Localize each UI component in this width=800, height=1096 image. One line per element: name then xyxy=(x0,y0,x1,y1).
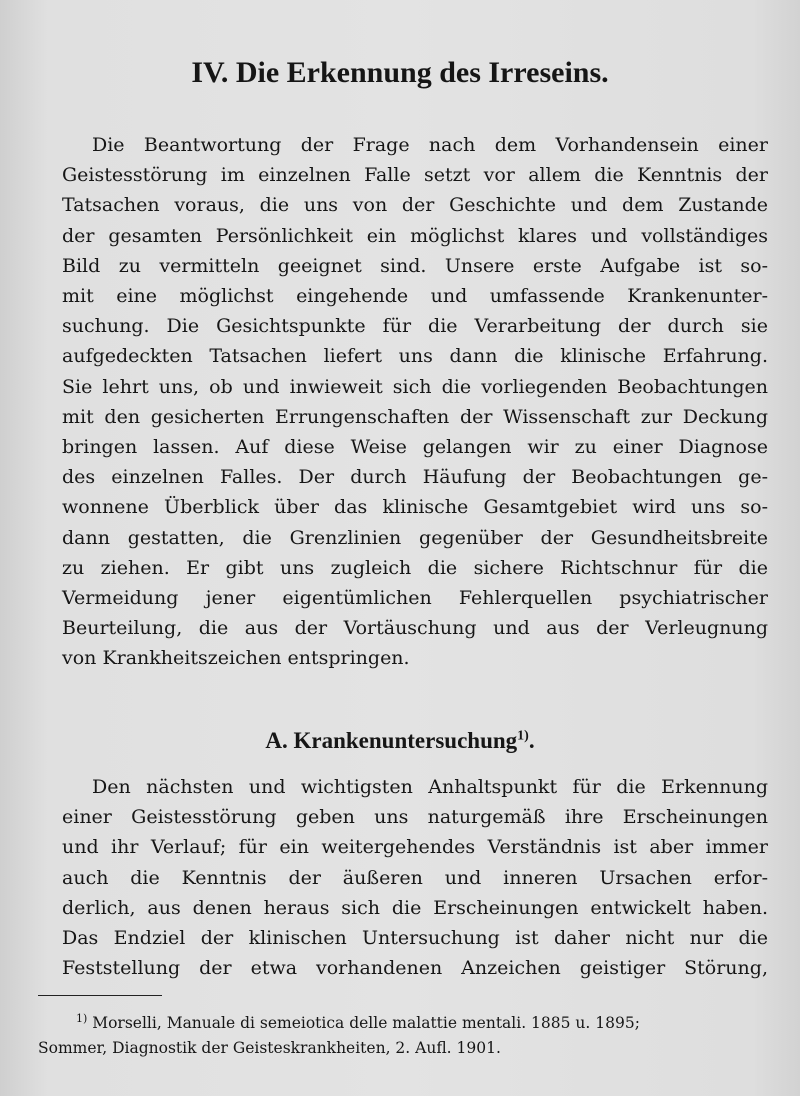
text-line: Bild zu vermitteln geeignet sind. Unsere erste Aufgabe ist so- xyxy=(62,254,768,277)
section-heading-text: A. Krankenuntersuchung xyxy=(265,728,518,753)
text-line: aufgedeckten Tatsachen liefert uns dann die klinische Erfahrung. xyxy=(62,345,768,368)
text-line: mit eine möglichst eingehende und umfassende Krankenunter- xyxy=(62,285,768,308)
text-line: und ihr Verlauf; für ein weitergehendes Verständnis ist aber immer xyxy=(62,836,768,859)
footnote xyxy=(38,1006,768,1061)
text-line: Vermeidung jener eigentümlichen Fehlerquellen psychiatrischer xyxy=(62,587,768,610)
text-line: wonnene Überblick über das klinische Gesamtgebiet wird uns so- xyxy=(62,496,768,519)
text-line: bringen lassen. Auf diese Weise gelangen wir zu einer Diagnose xyxy=(62,436,768,459)
text-line: derlich, aus denen heraus sich die Erscheinungen entwickelt haben. xyxy=(62,896,768,919)
footnote-line: Sommer, Diagnostik der Geisteskrankheiten, 2. Aufl. 1901. xyxy=(38,1039,501,1058)
footnote-line xyxy=(38,1006,768,1036)
footnote-text: Morselli, Manuale di semeiotica delle malattie mentali. 1885 u. 1895; xyxy=(92,1014,640,1033)
section-heading xyxy=(0,728,800,754)
section-heading-period: . xyxy=(528,728,535,753)
text-line: einer Geistesstörung geben uns naturgemäß ihre Erscheinungen xyxy=(62,806,768,829)
paragraph-examination xyxy=(62,772,768,983)
text-line: Das Endziel der klinischen Untersuchung ist daher nicht nur die xyxy=(62,927,768,950)
text-line: auch die Kenntnis der äußeren und inneren Ursachen erfor- xyxy=(62,866,768,889)
text-line: Tatsachen voraus, die uns von der Geschichte und dem Zustande xyxy=(62,194,768,217)
text-line: Geistesstörung im einzelnen Falle setzt vor allem die Kenntnis der xyxy=(62,164,768,187)
text-line: Den nächsten und wichtigsten Anhaltspunkt für die Erkennung xyxy=(92,776,768,798)
footnote-reference: 1) xyxy=(517,728,529,744)
text-line: Beurteilung, die aus der Vortäuschung und aus der Verleugnung xyxy=(62,617,768,640)
text-line: Feststellung der etwa vorhandenen Anzeichen geistiger Störung, xyxy=(62,957,768,980)
paragraph-intro xyxy=(62,130,768,674)
text-line: mit den gesicherten Errungenschaften der Wissenschaft zur Deckung xyxy=(62,405,768,428)
text-line: zu ziehen. Er gibt uns zugleich die sichere Richtschnur für die xyxy=(62,556,768,579)
footnote-mark: 1) xyxy=(76,1012,88,1025)
text-line: von Krankheitszeichen entspringen. xyxy=(62,647,410,670)
footnote-divider xyxy=(38,995,162,996)
text-line: Die Beantwortung der Frage nach dem Vorhandensein einer xyxy=(92,134,768,156)
text-line: dann gestatten, die Grenzlinien gegenüber der Gesundheitsbreite xyxy=(62,526,768,549)
text-line: des einzelnen Falles. Der durch Häufung der Beobachtungen ge- xyxy=(62,466,768,489)
text-line: der gesamten Persönlichkeit ein möglichst klares und vollständiges xyxy=(62,224,768,247)
text-line: suchung. Die Gesichtspunkte für die Verarbeitung der durch sie xyxy=(62,315,768,338)
chapter-title: IV. Die Erkennung des Irreseins. xyxy=(191,56,609,89)
text-line: Sie lehrt uns, ob und inwieweit sich die vorliegenden Beobachtungen xyxy=(62,375,768,398)
